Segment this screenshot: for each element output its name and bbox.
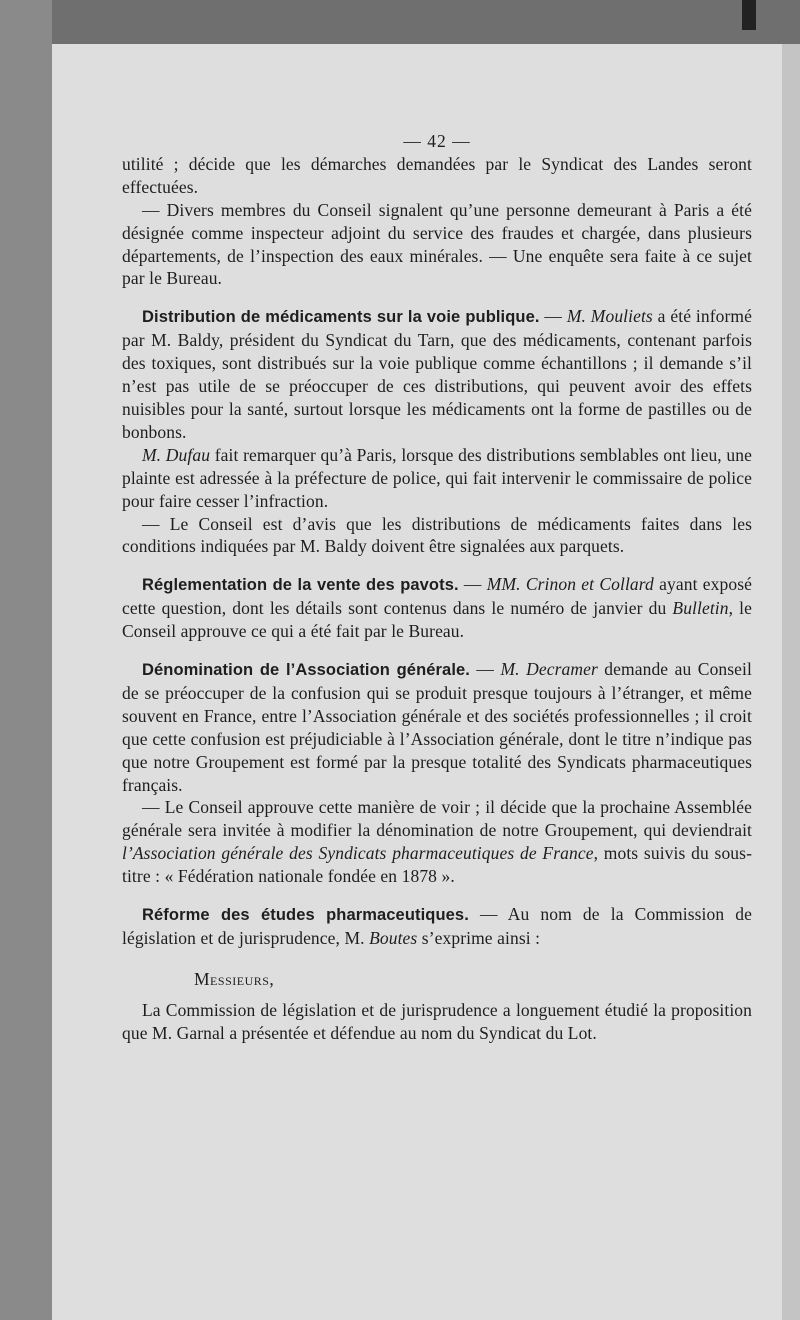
scan-top-edge bbox=[0, 0, 800, 44]
paragraph-conseil-approuve: — Le Conseil approuve cette manière de voir ; il décide que la prochaine Assemblée générale sera invitée à modifier la dénomination de notre Groupement, qui deviendrait l’Association générale des Syndicats pharmaceutiques de France, mots suivis du sous-titre : « Fédération nationale fondée en 1878 ». bbox=[122, 797, 752, 887]
page-content bbox=[122, 130, 752, 1045]
section-heading-distribution: Distribution de médicaments sur la voie publique. bbox=[142, 308, 540, 327]
letter-salutation: Messieurs, bbox=[194, 968, 275, 989]
section-reforme: Réforme des études pharmaceutiques. — Au nom de la Commission de législation et de jurisprudence, M. Boutes s’exprime ainsi : bbox=[122, 904, 752, 948]
paragraph-conseil-avis: — Le Conseil est d’avis que les distributions de médicaments faites dans les conditions indiquées par M. Baldy doivent être signalées aux parquets. bbox=[122, 513, 752, 557]
section-heading-reforme: Réforme des études pharmaceutiques. bbox=[142, 906, 469, 925]
section-denomination: Dénomination de l’Association générale. — M. Decramer demande au Conseil de se préoccuper de la confusion qui se produit presque toujours à l’étranger, et même souvent en France, entre l’Association générale et des sociétés professionnelles ; il croit que cette confusion est préjudiciable à l’Association générale, dont le titre n’indique pas que notre Groupement est formé par la presque totalité des Syndicats pharmaceutiques français. bbox=[122, 659, 752, 795]
paragraph-dufau: M. Dufau fait remarquer qu’à Paris, lorsque des distributions semblables ont lieu, une plainte est adressée à la préfecture de police, qui fait intervenir le commissaire de police pour faire cesser l’infraction. bbox=[122, 444, 752, 511]
section-distribution: Distribution de médicaments sur la voie publique. — M. Mouliets a été informé par M. Baldy, président du Syndicat du Tarn, que des médicaments, contenant parfois des toxiques, sont distribués sur la voie publique comme échantillons ; il demande s’il n’est pas utile de se préoccuper de ces distributions, qui peuvent avoir des effets nuisibles pour la santé, surtout lorsque les médicaments ont la forme de pastilles ou de bonbons. bbox=[122, 306, 752, 442]
scan-right-edge bbox=[782, 44, 800, 1320]
section-pavots: Réglementation de la vente des pavots. — MM. Crinon et Collard ayant exposé cette question, dont les détails sont contenus dans le numéro de janvier du Bulletin, le Conseil approuve ce qui a été fait par le Bureau. bbox=[122, 574, 753, 642]
section-heading-pavots: Réglementation de la vente des pavots. bbox=[142, 576, 459, 595]
speaker-boutes: Boutes bbox=[369, 928, 418, 948]
speaker-mouliets: M. Mouliets bbox=[566, 306, 653, 327]
bulletin-title: Bulletin bbox=[672, 598, 729, 619]
scan-left-edge bbox=[0, 0, 52, 1320]
scan-corner-mark bbox=[742, 0, 756, 30]
speaker-dufau: M. Dufau bbox=[142, 444, 211, 465]
page-number: — 42 — bbox=[403, 131, 471, 151]
new-association-name: l’Association générale des Syndicats pharmaceutiques de France bbox=[122, 843, 594, 864]
letter-paragraph: La Commission de législation et de jurisprudence a longuement étudié la proposition que M. Garnal a présentée et défendue au nom du Syndicat du Lot. bbox=[122, 999, 752, 1043]
paragraph-inspecteur: — Divers membres du Conseil signalent qu’une personne demeurant à Paris a été désignée comme inspecteur adjoint du service des fraudes et chargée, dans plusieurs départements, de l’inspection des eaux minérales. — Une enquête sera faite à ce sujet par le Bureau. bbox=[122, 199, 752, 289]
paragraph-continuation: utilité ; décide que les démarches demandées par le Syndicat des Landes seront effectuées. bbox=[122, 153, 752, 197]
section-heading-denomination: Dénomination de l’Association générale. bbox=[142, 661, 470, 680]
speaker-decramer: M. Decramer bbox=[500, 659, 598, 680]
speakers-crinon-collard: MM. Crinon et Collard bbox=[486, 574, 654, 595]
